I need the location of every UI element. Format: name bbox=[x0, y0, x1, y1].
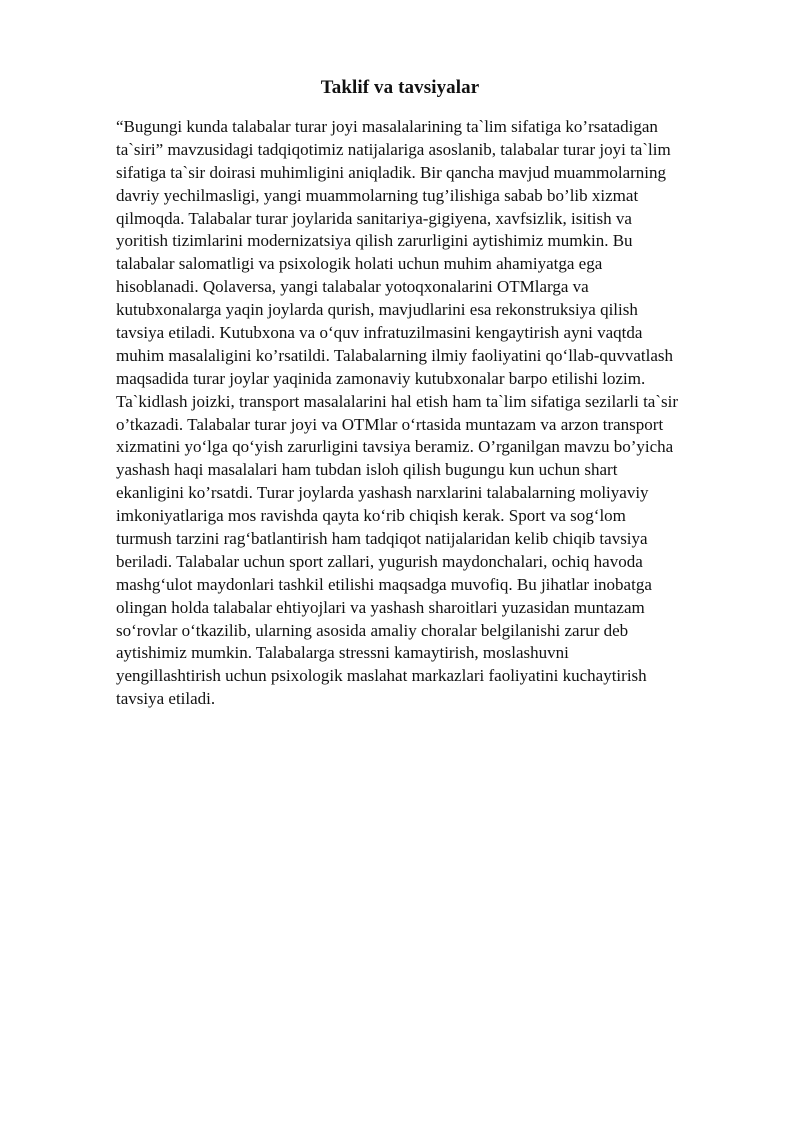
paragraph-line: mashg‘ulot maydonlari tashkil etilishi maqsadga muvofiq. Bu jihatlar inobatga bbox=[116, 574, 652, 594]
paragraph-line: kutubxonalarga yaqin joylarda qurish, mavjudlarini esa rekonstruksiya qilish bbox=[116, 300, 638, 320]
paragraph-line: hisoblanadi. Qolaversa, yangi talabalar yotoqxonalarini OTMlarga va bbox=[116, 277, 589, 297]
paragraph-line: qilmoqda. Talabalar turar joylarida sanitariya-gigiyena, xavfsizlik, isitish va bbox=[116, 208, 632, 228]
paragraph-line: yengillashtirish uchun psixologik maslahat markazlari faoliyatini kuchaytirish bbox=[116, 666, 647, 686]
paragraph-line: “Bugungi kunda talabalar turar joyi masalalarining ta`lim sifatiga ko’rsatadigan bbox=[116, 117, 658, 136]
paragraph-line: ekanligini ko’rsatdi. Turar joylarda yashash narxlarini talabalarning moliyaviy bbox=[116, 483, 649, 503]
paragraph-line: muhim masalaligini ko’rsatildi. Talabalarning ilmiy faoliyatini qo‘llab-quvvatlash bbox=[116, 345, 674, 365]
paragraph-line: maqsadida turar joylar yaqinida zamonaviy kutubxonalar barpo etilishi lozim. bbox=[116, 368, 646, 388]
body-paragraph bbox=[116, 116, 766, 711]
paragraph-line: Ta`kidlash joizki, transport masalalarini hal etish ham ta`lim sifatiga sezilarli ta`sir bbox=[116, 391, 678, 411]
paragraph-line: talabalar salomatligi va psixologik holati uchun muhim ahamiyatga ega bbox=[116, 254, 603, 274]
paragraph-line: tavsiya etiladi. bbox=[116, 689, 216, 709]
paragraph-line: yoritish tizimlarini modernizatsiya qilish zarurligini aytishimiz mumkin. Bu bbox=[116, 231, 633, 251]
paragraph-line: tavsiya etiladi. Kutubxona va o‘quv infratuzilmasini kengaytirish ayni vaqtda bbox=[116, 323, 643, 343]
paragraph-line: so‘rovlar o‘tkazilib, ularning asosida amaliy choralar belgilanishi zarur deb bbox=[116, 620, 629, 640]
paragraph-line: sifatiga ta`sir doirasi muhimligini aniqladik. Bir qancha mavjud muammolarning bbox=[116, 162, 667, 182]
page-title: Taklif va tavsiyalar bbox=[320, 77, 480, 98]
paragraph-line: imkoniyatlariga mos ravishda qayta ko‘rib chiqish kerak. Sport va sog‘lom bbox=[116, 506, 626, 526]
paragraph-line: ta`siri” mavzusidagi tadqiqotimiz natijalariga asoslanib, talabalar turar joyi ta`lim bbox=[116, 139, 671, 159]
paragraph-line: o’tkazadi. Talabalar turar joyi va OTMlar o‘rtasida muntazam va arzon transport bbox=[116, 414, 664, 434]
paragraph-line: xizmatini yo‘lga qo‘yish zarurligini tavsiya beramiz. O’rganilgan mavzu bo’yicha bbox=[116, 437, 674, 457]
paragraph-line: turmush tarzini rag‘batlantirish ham tadqiqot natijalaridan kelib chiqib tavsiya bbox=[116, 529, 648, 549]
paragraph-line: davriy yechilmasligi, yangi muammolarning tug’ilishiga sabab bo’lib xizmat bbox=[116, 185, 639, 205]
paragraph-line: aytishimiz mumkin. Talabalarga stressni kamaytirish, moslashuvni bbox=[116, 643, 569, 663]
paragraph-line: olingan holda talabalar ehtiyojlari va yashash sharoitlari yuzasidan muntazam bbox=[116, 597, 645, 617]
paragraph-line: beriladi. Talabalar uchun sport zallari, yugurish maydonchalari, ochiq havoda bbox=[116, 551, 643, 571]
paragraph-line: yashash haqi masalalari ham tubdan isloh qilish bugungu kun uchun shart bbox=[116, 460, 618, 480]
